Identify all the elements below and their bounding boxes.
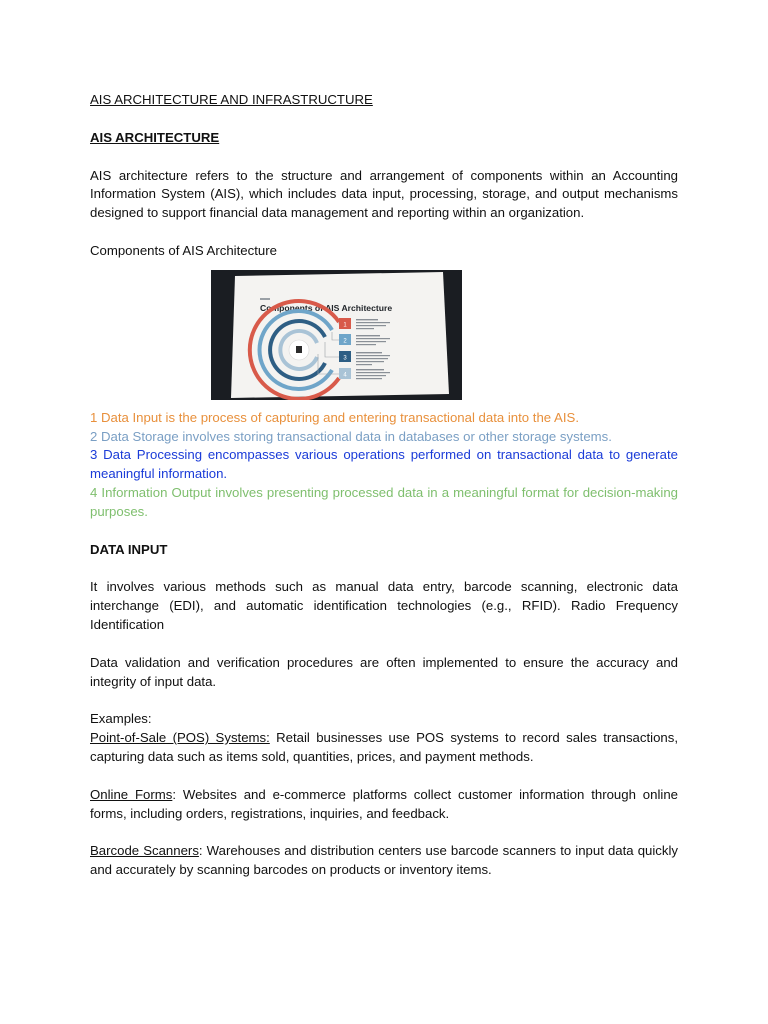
components-caption: Components of AIS Architecture <box>90 242 277 258</box>
document-title: AIS ARCHITECTURE AND INFRASTRUCTURE <box>90 92 373 107</box>
example-text: Retail businesses use POS systems to record sales transactions, capturing data such as items sold, quantities, prices, and payment methods. <box>90 730 678 764</box>
step-number-4: 4 <box>343 372 347 379</box>
examples-label: Examples: <box>90 711 152 727</box>
example-text: : Websites and e-commerce platforms collect customer information through online forms, including orders, registrations, inquiries, and feedback. <box>90 786 678 821</box>
component-item-data-storage: 2 Data Storage involves storing transactional data in databases or other storage systems. <box>90 428 612 444</box>
example-term: Point-of-Sale (POS) Systems: <box>90 730 270 746</box>
ais-components-slide-graphic <box>211 270 462 400</box>
example-online-forms <box>90 786 678 824</box>
slide-title: Components of AIS Architecture <box>260 302 393 313</box>
component-item-data-processing: 3 Data Processing encompasses various operations performed on transactional data to generate meaningful information. <box>90 447 678 482</box>
example-term: Online Forms <box>90 786 173 802</box>
section-heading-ais-architecture: AIS ARCHITECTURE <box>90 129 220 145</box>
section-heading-data-input: DATA INPUT <box>90 541 168 557</box>
example-pos-systems <box>90 729 678 767</box>
component-item-information-output: 4 Information Output involves presenting processed data in a meaningful format for decision-making purposes. <box>90 484 678 519</box>
ais-components-photo <box>211 270 462 400</box>
data-input-paragraph-1: It involves various methods such as manual data entry, barcode scanning, electronic data interchange (EDI), and automatic identification technologies (e.g., RFID). Radio Frequency Identification <box>90 579 678 632</box>
component-item-data-input: 1 Data Input is the process of capturing and entering transactional data into the AIS. <box>90 409 579 425</box>
data-input-paragraph-2: Data validation and verification procedures are often implemented to ensure the accuracy and integrity of input data. <box>90 654 678 689</box>
example-text: : Warehouses and distribution centers use barcode scanners to input data quickly and accurately by scanning barcodes on products or inventory items. <box>90 843 679 878</box>
document-page <box>90 91 678 899</box>
example-term: Barcode Scanners <box>90 843 199 859</box>
step-number-2: 2 <box>343 338 347 345</box>
components-list <box>90 409 678 522</box>
step-number-3: 3 <box>343 355 347 362</box>
step-number-1: 1 <box>343 322 347 329</box>
intro-paragraph: AIS architecture refers to the structure and arrangement of components within an Accounting Information System (AIS), which includes data input, processing, storage, and output mechanisms designed to support financial data management and reporting within an organization. <box>90 167 678 221</box>
example-barcode-scanners <box>90 842 678 880</box>
